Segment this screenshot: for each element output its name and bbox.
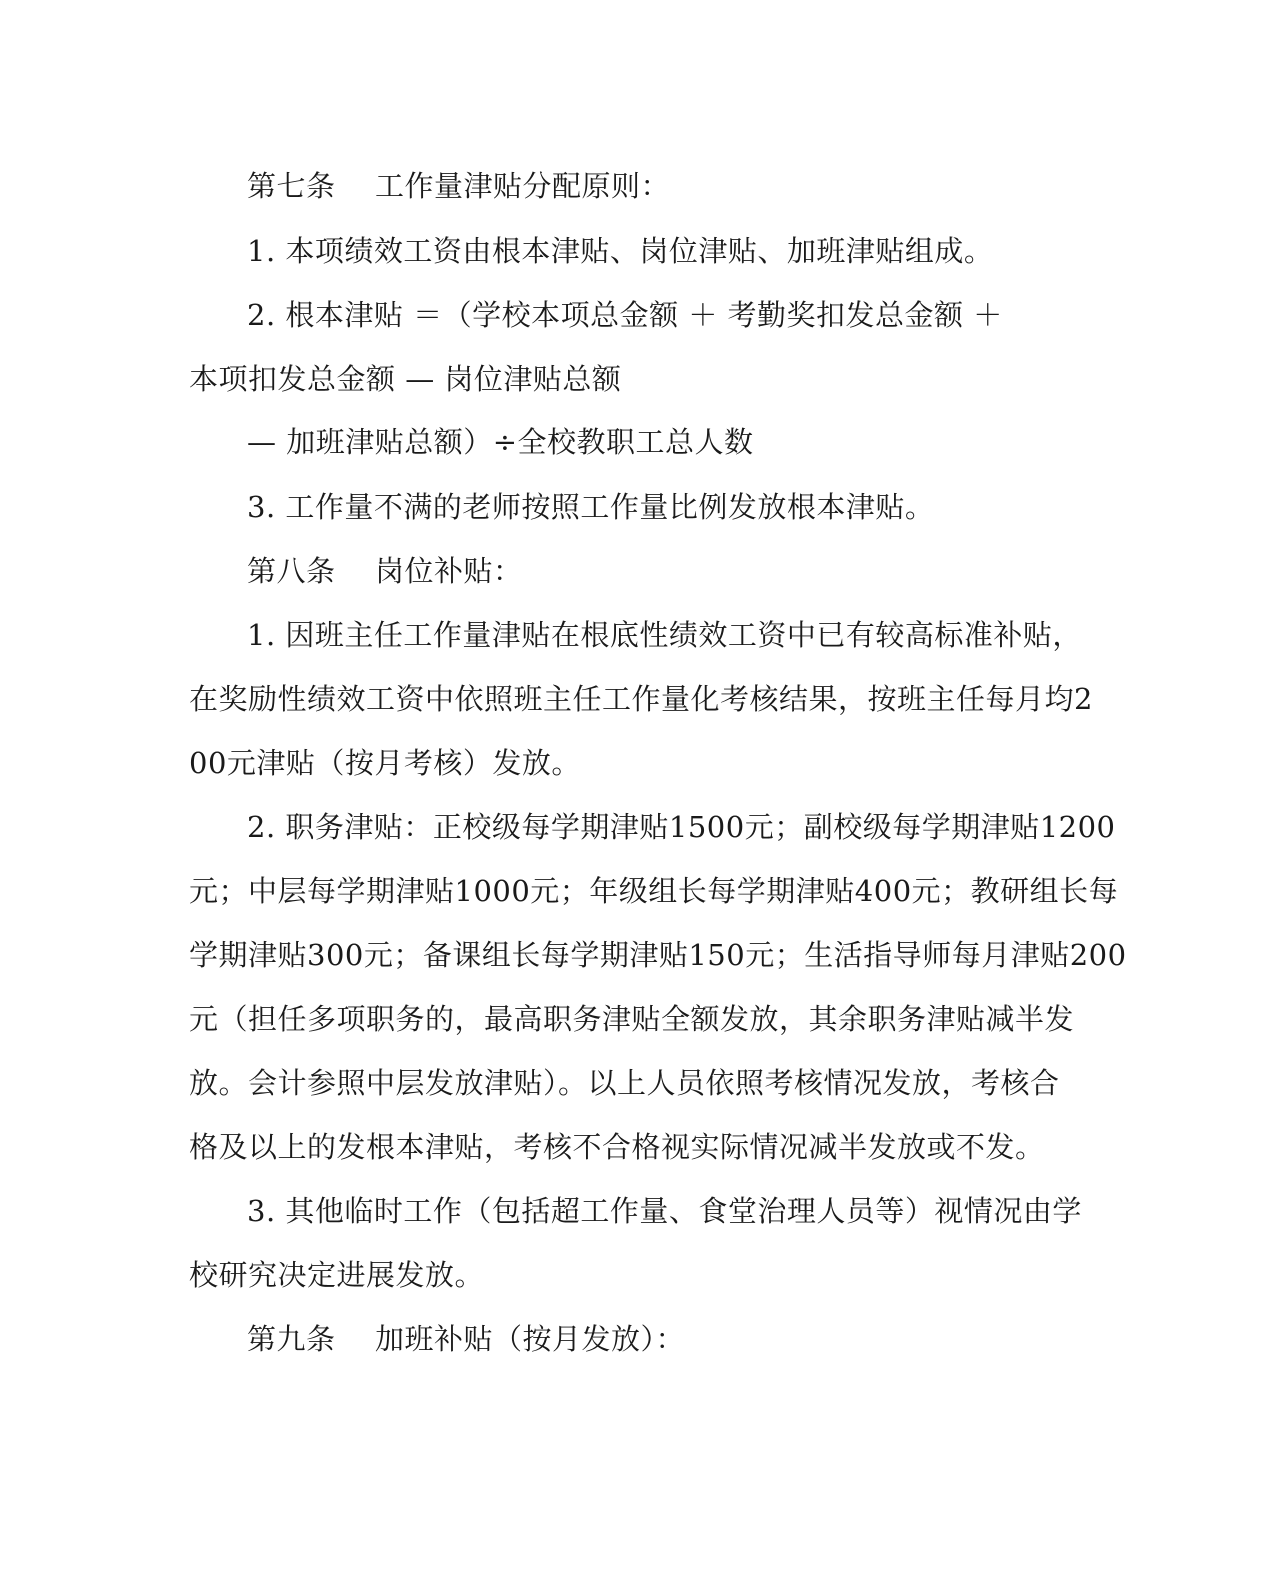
article8-item3-line1: 3. 其他临时工作（包括超工作量、食堂治理人员等）视情况由学 [247, 1194, 1082, 1228]
article8-item3-line2: 校研究决定进展发放。 [189, 1258, 485, 1292]
article7-item1: 1. 本项绩效工资由根本津贴、岗位津贴、加班津贴组成。 [247, 234, 994, 268]
article8-heading [247, 553, 523, 589]
article8-number: 第八条 [247, 554, 336, 588]
article7-heading [247, 168, 670, 204]
article7-number: 第七条 [247, 169, 336, 203]
article8-title: 岗位补贴： [375, 554, 523, 588]
article8-item1-line2: 在奖励性绩效工资中依照班主任工作量化考核结果，按班主任每月均2 [189, 682, 1093, 716]
article8-item2-line4: 元（担任多项职务的，最高职务津贴全额发放，其余职务津贴减半发 [189, 1002, 1075, 1036]
article9-number: 第九条 [247, 1322, 336, 1356]
article8-item1-line1: 1. 因班主任工作量津贴在根底性绩效工资中已有较高标准补贴， [247, 618, 1082, 652]
article9-heading [247, 1321, 685, 1357]
article8-item2-line2: 元；中层每学期津贴1000元；年级组长每学期津贴400元；教研组长每 [189, 874, 1119, 908]
article7-item2-line2: 本项扣发总金额 — 岗位津贴总额 [189, 362, 622, 396]
article8-item1-line3: 00元津贴（按月考核）发放。 [189, 746, 581, 780]
article8-item2-line1: 2. 职务津贴：正校级每学期津贴1500元；副校级每学期津贴1200 [247, 810, 1116, 844]
article7-item2-line1: 2. 根本津贴 ＝（学校本项总金额 ＋ 考勤奖扣发总金额 ＋ [247, 298, 1003, 332]
article7-title: 工作量津贴分配原则： [375, 169, 671, 203]
article9-title: 加班补贴（按月发放）： [375, 1322, 686, 1356]
article8-item2-line3: 学期津贴300元；备课组长每学期津贴150元；生活指导师每月津贴200 [189, 938, 1127, 972]
article8-item2-line5: 放。会计参照中层发放津贴）。以上人员依照考核情况发放，考核合 [189, 1066, 1060, 1100]
article8-item2-line6: 格及以上的发根本津贴，考核不合格视实际情况减半发放或不发。 [189, 1130, 1045, 1164]
article7-item3: 3. 工作量不满的老师按照工作量比例发放根本津贴。 [247, 490, 935, 524]
article7-item2-line3: — 加班津贴总额）÷全校教职工总人数 [247, 425, 754, 459]
